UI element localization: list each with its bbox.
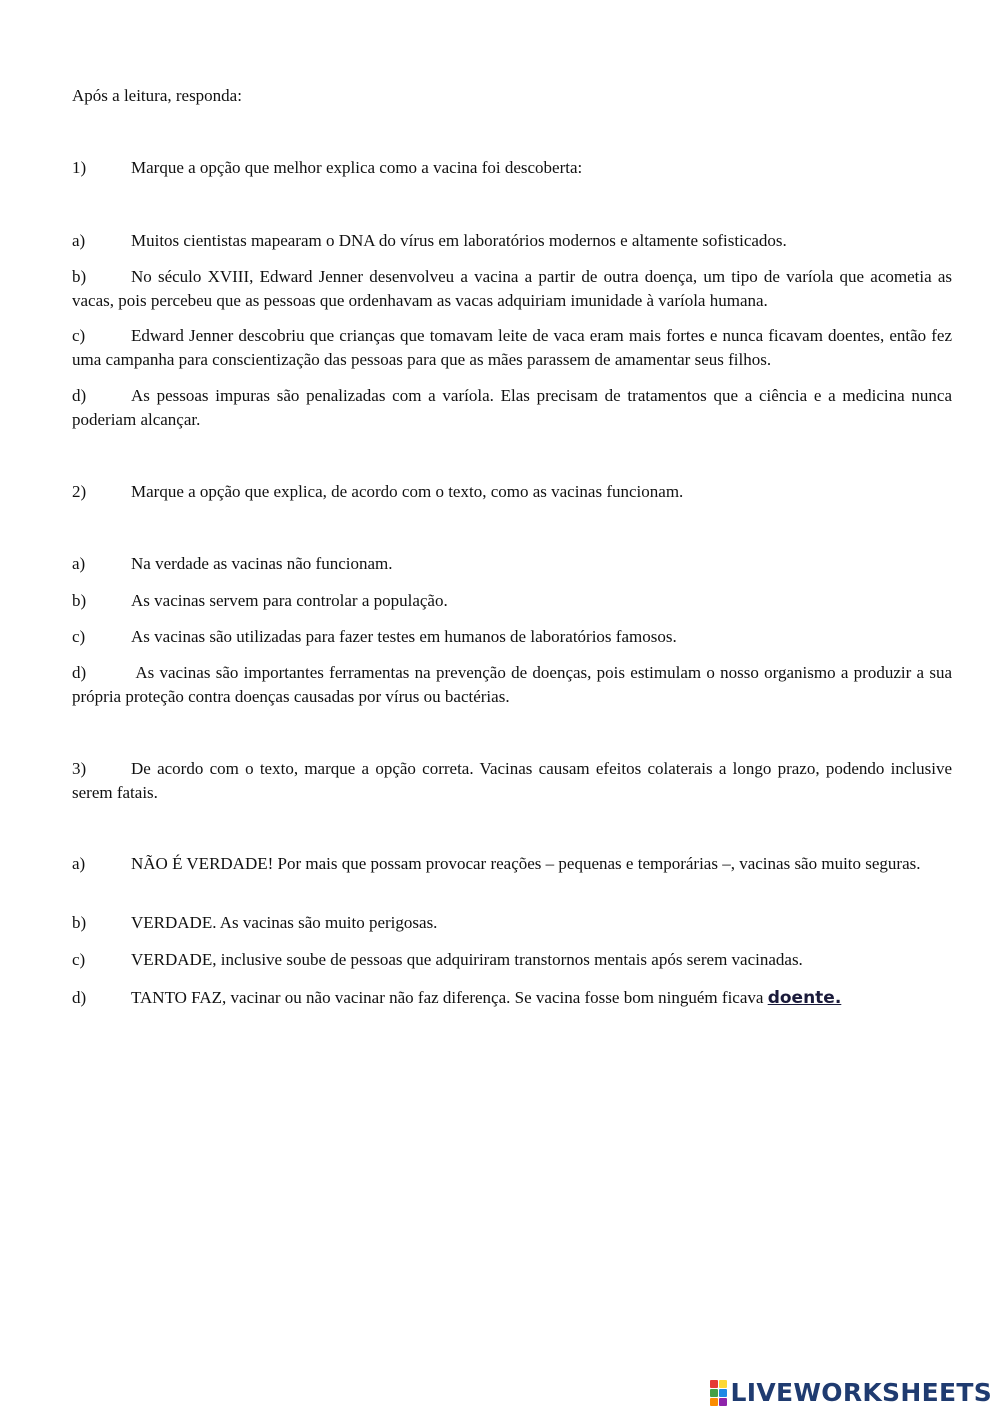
option-label: c) [72,627,86,646]
option-text: Na verdade as vacinas não funcionam. [131,554,393,573]
option-label: c) [72,950,86,969]
q3-option-c[interactable] [72,948,952,972]
mark-square [710,1398,718,1406]
question-number: 1) [72,158,87,177]
q2-option-b[interactable] [72,589,952,613]
option-label: c) [72,326,86,345]
question-3 [72,757,952,804]
question-2 [72,480,952,504]
option-text: No século XVIII, Edward Jenner desenvolveu a vacina a partir de outra doença, um tipo de varíola que acometia as vacas, pois percebeu que as pessoas que ordenhavam as vacas adquiriam imunidade à varíola humana. [72,267,952,310]
question-number: 3) [72,759,87,778]
liveworksheets-mark-icon [710,1380,727,1406]
highlighted-word: doente. [767,988,842,1008]
mark-square [710,1380,718,1388]
q3-option-b[interactable] [72,911,952,935]
option-text: As vacinas servem para controlar a população. [131,591,448,610]
option-label: d) [72,663,87,682]
logo-text: LIVEWORKSHEETS [730,1378,992,1407]
q3-option-d[interactable] [72,986,952,1011]
intro-text: Após a leitura, responda: [72,86,242,105]
mark-square [710,1389,718,1397]
question-text: De acordo com o texto, marque a opção correta. Vacinas causam efeitos colaterais a longo prazo, podendo inclusive serem fatais. [72,759,952,802]
option-text: TANTO FAZ, vacinar ou não vacinar não faz diferença. Se vacina fosse bom ninguém ficava [131,988,768,1007]
option-text: As vacinas são utilizadas para fazer testes em humanos de laboratórios famosos. [131,627,677,646]
option-label: a) [72,854,86,873]
question-number: 2) [72,482,87,501]
question-1 [72,156,952,180]
q1-option-b[interactable] [72,265,952,312]
q1-option-c[interactable] [72,324,952,371]
option-text: Edward Jenner descobriu que crianças que tomavam leite de vaca eram mais fortes e nunca ficavam doentes, então fez uma campanha para conscientização das pessoas para que as mães parassem de amamentar seus filhos. [72,326,952,369]
option-label: d) [72,386,87,405]
option-label: b) [72,267,87,286]
option-label: b) [72,913,87,932]
mark-square [719,1389,727,1397]
option-label: d) [72,988,87,1007]
question-text: Marque a opção que explica, de acordo com o texto, como as vacinas funcionam. [131,482,684,501]
option-text: NÃO É VERDADE! Por mais que possam provocar reações – pequenas e temporárias –, vacinas são muito seguras. [131,854,921,873]
option-text: VERDADE. As vacinas são muito perigosas. [131,913,438,932]
option-text: VERDADE, inclusive soube de pessoas que adquiriram transtornos mentais após serem vacinadas. [131,950,803,969]
q2-option-d[interactable] [72,661,952,708]
q3-option-a[interactable] [72,852,952,876]
option-label: a) [72,554,86,573]
option-label: a) [72,231,86,250]
option-label: b) [72,591,87,610]
q2-option-a[interactable] [72,552,952,576]
mark-square [719,1398,727,1406]
option-text: As pessoas impuras são penalizadas com a varíola. Elas precisam de tratamentos que a ciência e a medicina nunca poderiam alcançar. [72,386,952,429]
q2-option-c[interactable] [72,625,952,649]
option-text: Muitos cientistas mapearam o DNA do vírus em laboratórios modernos e altamente sofisticados. [131,231,787,250]
option-text: As vacinas são importantes ferramentas na prevenção de doenças, pois estimulam o nosso organismo a produzir a sua própria proteção contra doenças causadas por vírus ou bactérias. [72,663,952,706]
liveworksheets-logo [710,1379,992,1407]
mark-square [719,1380,727,1388]
question-text: Marque a opção que melhor explica como a vacina foi descoberta: [131,158,583,177]
q1-option-a[interactable] [72,229,952,253]
q1-option-d[interactable] [72,384,952,431]
